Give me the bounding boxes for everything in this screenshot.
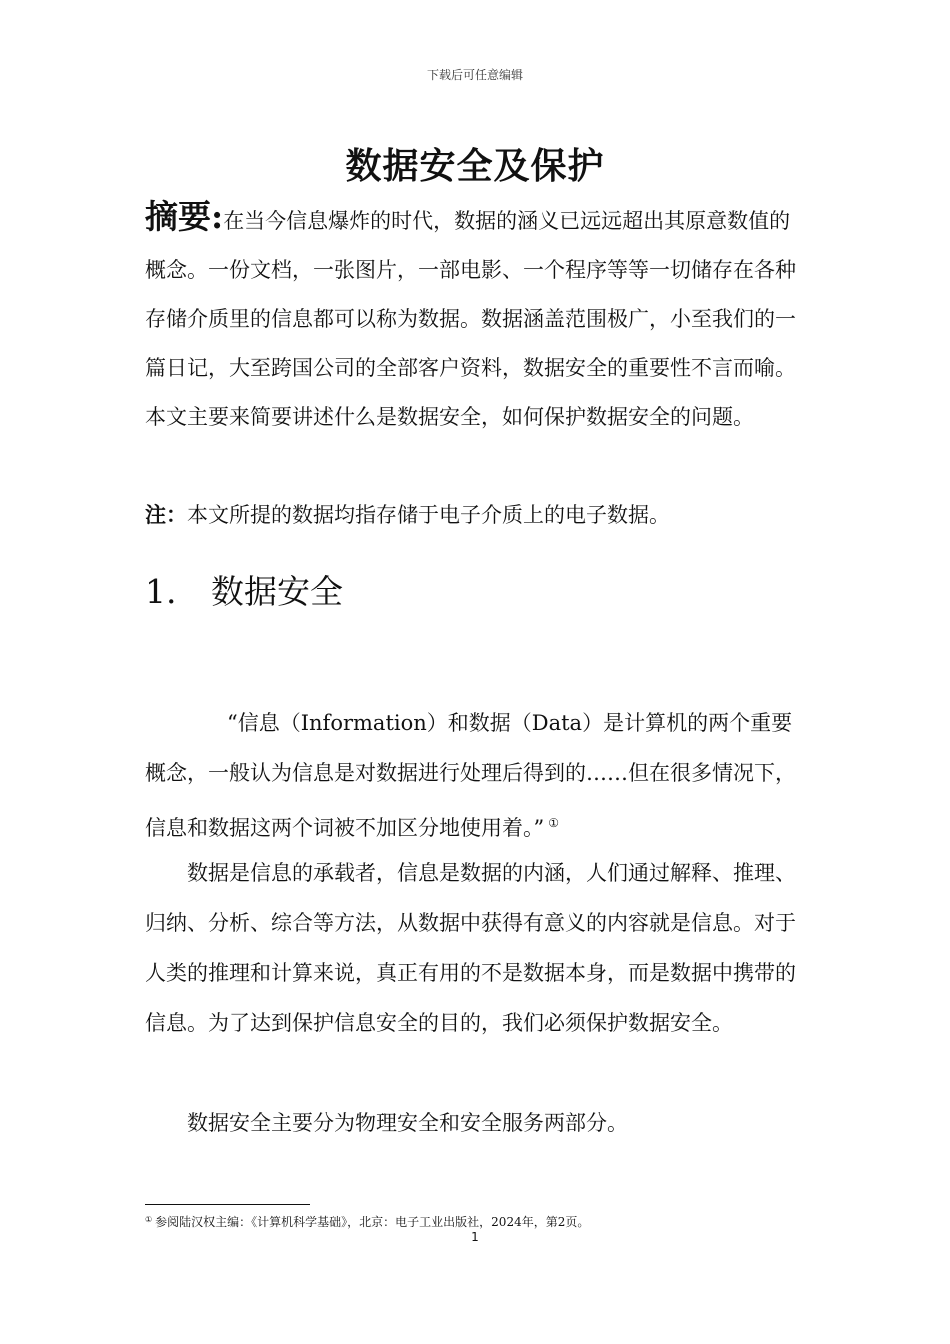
page-number: 1 bbox=[471, 1230, 479, 1244]
quote-text: “信息（Information）和数据（Data）是计算机的两个重要概念，一般认为信息是对数据进行处理后得到的……但在很多情况下，信息和数据这两个词被不加区分地使用着。” bbox=[145, 711, 796, 840]
section-title: 数据安全 bbox=[211, 572, 343, 611]
quote-paragraph bbox=[145, 698, 805, 853]
footnote-mark: ① bbox=[145, 1215, 153, 1224]
footnote bbox=[145, 1212, 589, 1230]
section-heading bbox=[145, 567, 343, 617]
abstract-paragraph bbox=[145, 192, 805, 442]
note-text: 本文所提的数据均指存储于电子介质上的电子数据。 bbox=[187, 503, 670, 527]
section-number: 1. bbox=[145, 572, 177, 611]
body-paragraph-2: 数据是信息的承载者，信息是数据的内涵，人们通过解释、推理、归纳、分析、综合等方法，从数据中获得有意义的内容就是信息。对于人类的推理和计算来说，真正有用的不是数据本身，而是数据中携带的信息。为了达到保护信息安全的目的，我们必须保护数据安全。 bbox=[145, 861, 796, 1035]
footnote-text: 参阅陆汉权主编：《计算机科学基础》，北京：电子工业出版社，2024年，第2页。 bbox=[155, 1215, 590, 1229]
abstract-text: 在当今信息爆炸的时代，数据的涵义已远远超出其原意数值的概念。一份文档，一张图片，一部电影、一个程序等等一切储存在各种存储介质里的信息都可以称为数据。数据涵盖范围极广，小至我们的一篇日记，大至跨国公司的全部客户资料，数据安全的重要性不言而喻。本文主要来简要讲述什么是数据安全，如何保护数据安全的问题。 bbox=[145, 209, 796, 429]
abstract-label: 摘要: bbox=[145, 197, 224, 236]
body-paragraph-3: 数据安全主要分为物理安全和安全服务两部分。 bbox=[187, 1111, 628, 1135]
document-title: 数据安全及保护 bbox=[345, 145, 605, 187]
footnote-separator bbox=[145, 1204, 310, 1205]
page-header: 下载后可任意编辑 bbox=[426, 68, 523, 82]
note-label: 注： bbox=[145, 502, 187, 527]
footnote-reference[interactable]: ① bbox=[548, 816, 559, 830]
note-paragraph bbox=[145, 497, 805, 533]
